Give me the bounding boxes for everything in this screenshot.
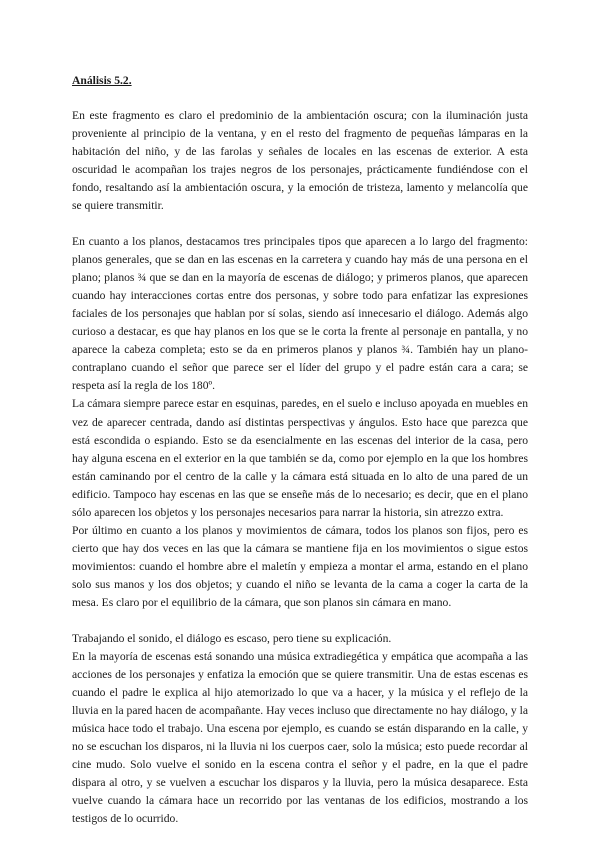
document-page — [72, 72, 528, 829]
paragraph-camera-movement: Por último en cuanto a los planos y movimientos de cámara, todos los planos son fijos, pero es cierto que hay dos veces en las que la cámara se mantiene fija en los movimientos o sigue estos movimientos: cuando el hombre abre el maletín y empieza a montar el arma, estando en el plano solo sus manos y los dos objetos; y cuando el niño se levanta de la cama a coger la carta de la mesa. Es claro por el equilibrio de la cámara, que son planos sin cámara en mano. — [72, 524, 528, 610]
paragraph-lighting: En este fragmento es claro el predominio de la ambientación oscura; con la iluminación justa proveniente al principio de la ventana, y en el resto del fragmento de pequeñas lámparas en la habitación del niño, y de las farolas y señales de locales en las escenas de exterior. A esta oscuridad le acompañan los trajes negros de los personajes, prácticamente fundiéndose con el fondo, resaltando así la ambientación oscura, y la emoción de tristeza, lamento y melancolía que se quiere transmitir. — [72, 109, 528, 213]
paragraph-sound-intro: Trabajando el sonido, el diálogo es escaso, pero tiene su explicación. — [72, 631, 392, 645]
paragraph-music: En la mayoría de escenas está sonando una música extradiegética y empática que acompaña a las acciones de los personajes y enfatiza la emoción que se quiere transmitir. Una de estas escenas es cuando el padre le explica al hijo atemorizado lo que va a hacer, y la música y el reflejo de la lluvia en la pared hacen de acompañante. Hay veces incluso que directamente no hay diálogo, y la música hace todo el trabajo. Una escena por ejemplo, es cuando se están disparando en la calle, y no se escuchan los disparos, ni la lluvia ni los cuerpos caer, solo la música; esto puede recordar al cine mudo. Solo vuelve el sonido en la escena contra el señor y el padre, en la que el padre dispara al otro, y se vuelven a escuchar los disparos y la lluvia, pero la música desaparece. Esta vuelve cuando la cámara hace un recorrido por las ventanas de los edificios, mostrando a los testigos de lo ocurrido. — [72, 649, 528, 826]
document-title: Análisis 5.2. — [72, 74, 132, 87]
paragraph-shots: En cuanto a los planos, destacamos tres principales tipos que aparecen a lo largo del fragmento: planos generales, que se dan en las escenas en la carretera y cuando hay más de una persona en el plano; planos ¾ que se dan en la mayoría de escenas de diálogo; y primeros planos, que aparecen cuando hay interacciones cortas entre dos personas, y sobre todo para enfatizar las expresiones faciales de los personajes que hablan por sí solas, siendo así innecesario el diálogo. Además algo curioso a destacar, es que hay planos en los que se le corta la frente al personaje en pantalla, y no aparece la cabeza completa; esto se da en primeros planos y planos ¾. También hay un plano-contraplano cuando el señor que parece ser el líder del grupo y el padre están cara a cara; se respeta así la regla de los 180º. — [72, 234, 528, 393]
paragraph-camera-position: La cámara siempre parece estar en esquinas, paredes, en el suelo e incluso apoyada en muebles en vez de aparecer centrada, dando así distintas perspectivas y ángulos. Esto hace que parezca que está escondida o espiando. Esto se da esencialmente en las escenas del interior de la casa, pero hay alguna escena en el exterior en la que también se da, como por ejemplo en la que los hombres están caminando por el centro de la calle y la cámara está situada en lo alto de una pared de un edificio. Tampoco hay escenas en las que se enseñe más de lo necesario; es decir, que en el plano sólo aparecen los objetos y los personajes necesarios para narrar la historia, sin atrezzo extra. — [72, 397, 528, 519]
